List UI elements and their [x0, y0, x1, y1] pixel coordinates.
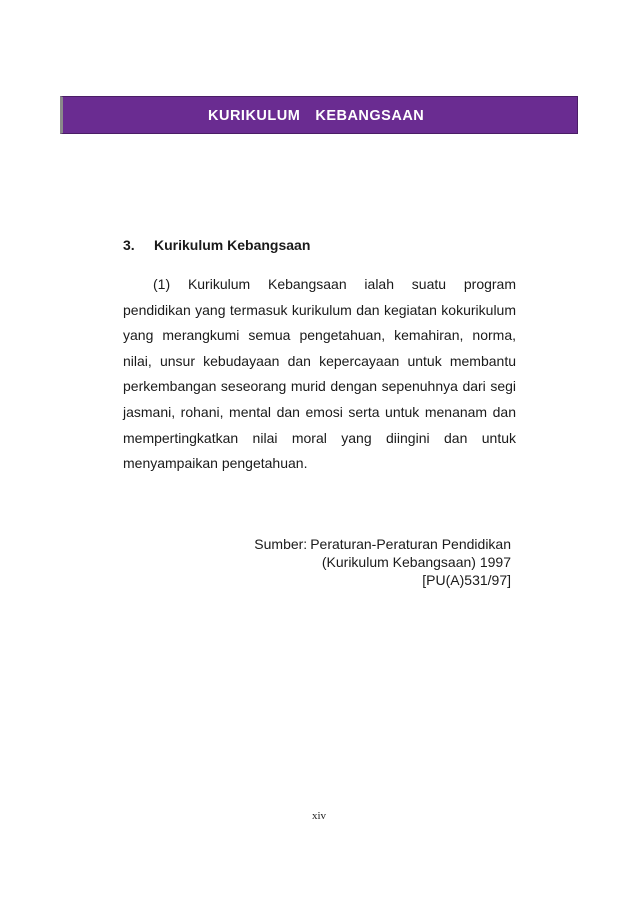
source-label: Sumber:: [254, 536, 308, 552]
section-heading: [123, 237, 310, 253]
page-number: xiv: [311, 810, 327, 822]
section-title: Kurikulum Kebangsaan: [154, 237, 311, 253]
section-number: 3.: [123, 237, 135, 253]
source-line-1: Peraturan-Peraturan Pendidikan: [310, 536, 511, 552]
source-line-2: (Kurikulum Kebangsaan) 1997: [321, 554, 511, 570]
source-line-3: [PU(A)531/97]: [422, 572, 511, 588]
source-citation: [254, 535, 511, 589]
title-banner: [60, 96, 578, 134]
clause-label: (1): [153, 276, 171, 292]
paragraph-text: Kurikulum Kebangsaan ialah suatu program pendidikan yang termasuk kurikulum dan kegiatan kokurikulum yang merangkumi semua pengetahuan, kemahiran, norma, nilai, unsur kebudayaan dan kepercayaan untuk membantu perkembangan seseorang murid dengan sepenuhnya dari segi jasmani, rohani, mental dan emosi serta untuk menanam dan mempertingkatkan nilai moral yang diingini dan untuk menyampaikan pengetahuan.: [123, 276, 516, 472]
banner-title: KURIKULUM KEBANGSAAN: [208, 108, 425, 124]
section-paragraph: [123, 272, 516, 477]
